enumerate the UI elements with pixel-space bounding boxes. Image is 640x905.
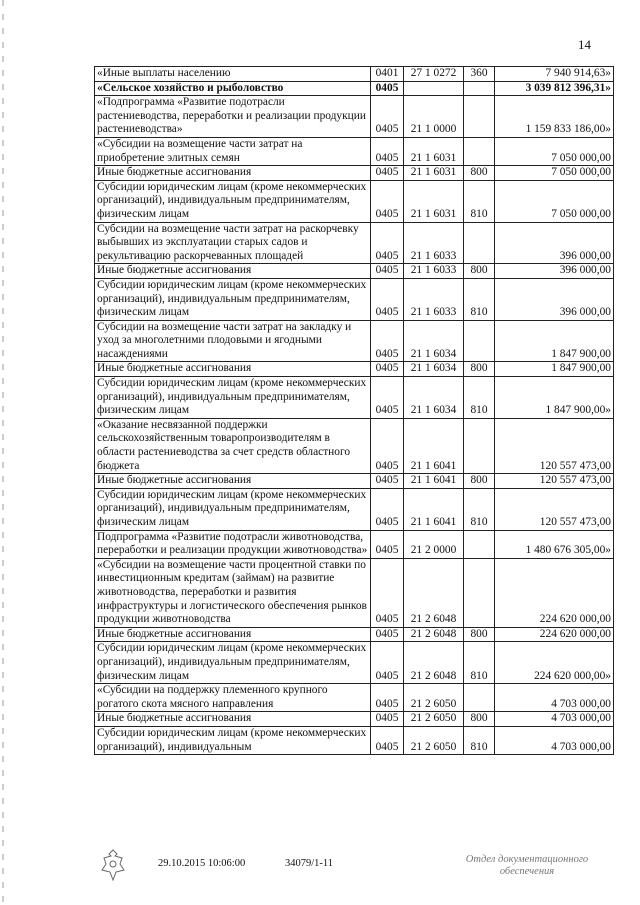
row-name-cell: Иные бюджетные ассигнования xyxy=(95,166,371,181)
row-sum-cell: 120 557 473,00 xyxy=(495,474,614,489)
row-type-cell: 810 xyxy=(464,488,495,530)
row-article-cell: 21 2 6050 xyxy=(404,726,464,754)
row-name-cell: Субсидии юридическим лицам (кроме некоммерческих организаций), индивидуальным xyxy=(95,726,371,754)
scan-edge-artifact xyxy=(2,0,4,905)
row-type-cell xyxy=(464,530,495,558)
row-sum-cell: 396 000,00 xyxy=(495,278,614,320)
table-row xyxy=(95,67,614,82)
budget-table-body xyxy=(95,67,614,755)
row-section-cell: 0405 xyxy=(371,81,404,96)
row-article-cell: 21 2 6048 xyxy=(404,558,464,627)
row-section-cell: 0405 xyxy=(371,362,404,377)
footer-stamp: Отдел документационного обеспечения xyxy=(465,854,589,877)
row-section-cell: 0405 xyxy=(371,530,404,558)
row-sum-cell: 1 159 833 186,00» xyxy=(495,96,614,138)
row-sum-cell: 1 480 676 305,00» xyxy=(495,530,614,558)
row-type-cell: 800 xyxy=(464,362,495,377)
page-number: 14 xyxy=(578,37,591,52)
row-type-cell: 810 xyxy=(464,180,495,222)
row-sum-cell: 4 703 000,00 xyxy=(495,726,614,754)
footer-date: 29.10.2015 10:06:00 xyxy=(158,858,246,869)
row-section-cell: 0405 xyxy=(371,642,404,684)
page-footer xyxy=(0,848,640,898)
row-name-cell: «Сельское хозяйство и рыболовство xyxy=(95,81,371,96)
row-name-cell: Иные бюджетные ассигнования xyxy=(95,627,371,642)
table-row xyxy=(95,222,614,264)
row-article-cell: 21 1 6033 xyxy=(404,222,464,264)
row-article-cell: 21 2 0000 xyxy=(404,530,464,558)
row-type-cell: 800 xyxy=(464,166,495,181)
table-row xyxy=(95,166,614,181)
row-type-cell: 810 xyxy=(464,726,495,754)
budget-table xyxy=(94,66,614,755)
row-section-cell: 0405 xyxy=(371,712,404,727)
row-section-cell: 0405 xyxy=(371,180,404,222)
row-sum-cell: 1 847 900,00» xyxy=(495,377,614,419)
row-name-cell: «Иные выплаты населению xyxy=(95,67,371,82)
row-type-cell xyxy=(464,222,495,264)
row-article-cell: 21 2 6050 xyxy=(404,712,464,727)
row-article-cell: 21 1 6033 xyxy=(404,278,464,320)
row-name-cell: «Оказание несвязанной поддержки сельскохозяйственным товаропроизводителям в области растениеводства за счет средств областного бюджета xyxy=(95,418,371,473)
row-sum-cell: 4 703 000,00 xyxy=(495,684,614,712)
row-article-cell: 21 1 0000 xyxy=(404,96,464,138)
row-article-cell: 21 2 6050 xyxy=(404,684,464,712)
table-row xyxy=(95,726,614,754)
row-type-cell xyxy=(464,137,495,165)
row-section-cell: 0405 xyxy=(371,264,404,279)
row-article-cell: 21 1 6034 xyxy=(404,362,464,377)
table-row xyxy=(95,627,614,642)
row-name-cell: Иные бюджетные ассигнования xyxy=(95,712,371,727)
row-sum-cell: 4 703 000,00 xyxy=(495,712,614,727)
row-article-cell: 21 2 6048 xyxy=(404,642,464,684)
row-section-cell: 0405 xyxy=(371,418,404,473)
row-sum-cell: 224 620 000,00 xyxy=(495,627,614,642)
table-row xyxy=(95,712,614,727)
row-section-cell: 0405 xyxy=(371,96,404,138)
row-article-cell: 21 2 6048 xyxy=(404,627,464,642)
row-article-cell: 21 1 6031 xyxy=(404,166,464,181)
row-name-cell: «Субсидии на возмещение части процентной ставки по инвестиционным кредитам (займам) на развитие животноводства, переработки и развития инфраструктуры и логистического обеспечения рынков продукции животноводства xyxy=(95,558,371,627)
table-row xyxy=(95,530,614,558)
row-name-cell: Субсидии юридическим лицам (кроме некоммерческих организаций), индивидуальным предпринимателям, физическим лицам xyxy=(95,488,371,530)
row-sum-cell: 7 050 000,00 xyxy=(495,166,614,181)
row-name-cell: «Подпрограмма «Развитие подотрасли растениеводства, переработки и реализации продукции растениеводства» xyxy=(95,96,371,138)
row-article-cell: 21 1 6041 xyxy=(404,474,464,489)
row-type-cell: 810 xyxy=(464,377,495,419)
footer-document-number: 34079/1-11 xyxy=(285,858,334,869)
row-name-cell: Иные бюджетные ассигнования xyxy=(95,264,371,279)
row-sum-cell: 3 039 812 396,31» xyxy=(495,81,614,96)
row-name-cell: Подпрограмма «Развитие подотрасли животноводства, переработки и реализации продукции животноводства» xyxy=(95,530,371,558)
row-section-cell: 0405 xyxy=(371,726,404,754)
row-type-cell: 800 xyxy=(464,627,495,642)
row-sum-cell: 7 940 914,63» xyxy=(495,67,614,82)
row-sum-cell: 1 847 900,00 xyxy=(495,320,614,362)
table-row xyxy=(95,264,614,279)
row-type-cell: 810 xyxy=(464,278,495,320)
row-article-cell: 21 1 6034 xyxy=(404,320,464,362)
row-section-cell: 0405 xyxy=(371,320,404,362)
row-section-cell: 0405 xyxy=(371,278,404,320)
table-row xyxy=(95,488,614,530)
table-row xyxy=(95,474,614,489)
table-row xyxy=(95,278,614,320)
row-sum-cell: 120 557 473,00 xyxy=(495,488,614,530)
row-type-cell: 800 xyxy=(464,712,495,727)
row-article-cell: 21 1 6034 xyxy=(404,377,464,419)
row-type-cell xyxy=(464,684,495,712)
row-name-cell: Субсидии юридическим лицам (кроме некоммерческих организаций), индивидуальным предпринимателям, физическим лицам xyxy=(95,377,371,419)
row-type-cell xyxy=(464,418,495,473)
row-type-cell: 360 xyxy=(464,67,495,82)
row-section-cell: 0405 xyxy=(371,377,404,419)
table-row xyxy=(95,418,614,473)
table-row xyxy=(95,137,614,165)
row-sum-cell: 396 000,00 xyxy=(495,222,614,264)
table-row xyxy=(95,180,614,222)
row-article-cell: 21 1 6031 xyxy=(404,137,464,165)
row-sum-cell: 120 557 473,00 xyxy=(495,418,614,473)
row-section-cell: 0405 xyxy=(371,488,404,530)
row-section-cell: 0405 xyxy=(371,166,404,181)
row-name-cell: Субсидии на возмещение части затрат на раскорчевку выбывших из эксплуатации старых садов и рекультивацию раскорчеванных площадей xyxy=(95,222,371,264)
row-name-cell: «Субсидии на поддержку племенного крупного рогатого скота мясного направления xyxy=(95,684,371,712)
row-name-cell: Субсидии юридическим лицам (кроме некоммерческих организаций), индивидуальным предпринимателям, физическим лицам xyxy=(95,642,371,684)
table-row xyxy=(95,558,614,627)
row-article-cell: 21 1 6041 xyxy=(404,488,464,530)
row-name-cell: «Субсидии на возмещение части затрат на приобретение элитных семян xyxy=(95,137,371,165)
table-row xyxy=(95,96,614,138)
row-sum-cell: 224 620 000,00» xyxy=(495,642,614,684)
row-section-cell: 0405 xyxy=(371,222,404,264)
table-row xyxy=(95,362,614,377)
row-type-cell xyxy=(464,96,495,138)
row-section-cell: 0405 xyxy=(371,558,404,627)
row-sum-cell: 396 000,00 xyxy=(495,264,614,279)
row-section-cell: 0405 xyxy=(371,137,404,165)
row-name-cell: Субсидии юридическим лицам (кроме некоммерческих организаций), индивидуальным предпринимателям, физическим лицам xyxy=(95,180,371,222)
table-row xyxy=(95,684,614,712)
row-type-cell: 800 xyxy=(464,264,495,279)
row-article-cell xyxy=(404,81,464,96)
row-section-cell: 0405 xyxy=(371,684,404,712)
table-row xyxy=(95,377,614,419)
table-row xyxy=(95,320,614,362)
row-type-cell xyxy=(464,320,495,362)
row-section-cell: 0405 xyxy=(371,627,404,642)
row-sum-cell: 7 050 000,00 xyxy=(495,180,614,222)
row-sum-cell: 1 847 900,00 xyxy=(495,362,614,377)
row-name-cell: Субсидии юридическим лицам (кроме некоммерческих организаций), индивидуальным предпринимателям, физическим лицам xyxy=(95,278,371,320)
row-section-cell: 0405 xyxy=(371,474,404,489)
row-sum-cell: 7 050 000,00 xyxy=(495,137,614,165)
row-article-cell: 21 1 6041 xyxy=(404,418,464,473)
row-type-cell xyxy=(464,81,495,96)
coat-of-arms-icon xyxy=(98,848,128,882)
row-type-cell: 810 xyxy=(464,642,495,684)
table-row xyxy=(95,642,614,684)
table-row xyxy=(95,81,614,96)
row-article-cell: 21 1 6031 xyxy=(404,180,464,222)
row-article-cell: 27 1 0272 xyxy=(404,67,464,82)
row-section-cell: 0401 xyxy=(371,67,404,82)
row-type-cell: 800 xyxy=(464,474,495,489)
row-article-cell: 21 1 6033 xyxy=(404,264,464,279)
row-name-cell: Субсидии на возмещение части затрат на закладку и уход за многолетними плодовыми и ягодными насаждениями xyxy=(95,320,371,362)
row-type-cell xyxy=(464,558,495,627)
row-name-cell: Иные бюджетные ассигнования xyxy=(95,362,371,377)
row-name-cell: Иные бюджетные ассигнования xyxy=(95,474,371,489)
row-sum-cell: 224 620 000,00 xyxy=(495,558,614,627)
